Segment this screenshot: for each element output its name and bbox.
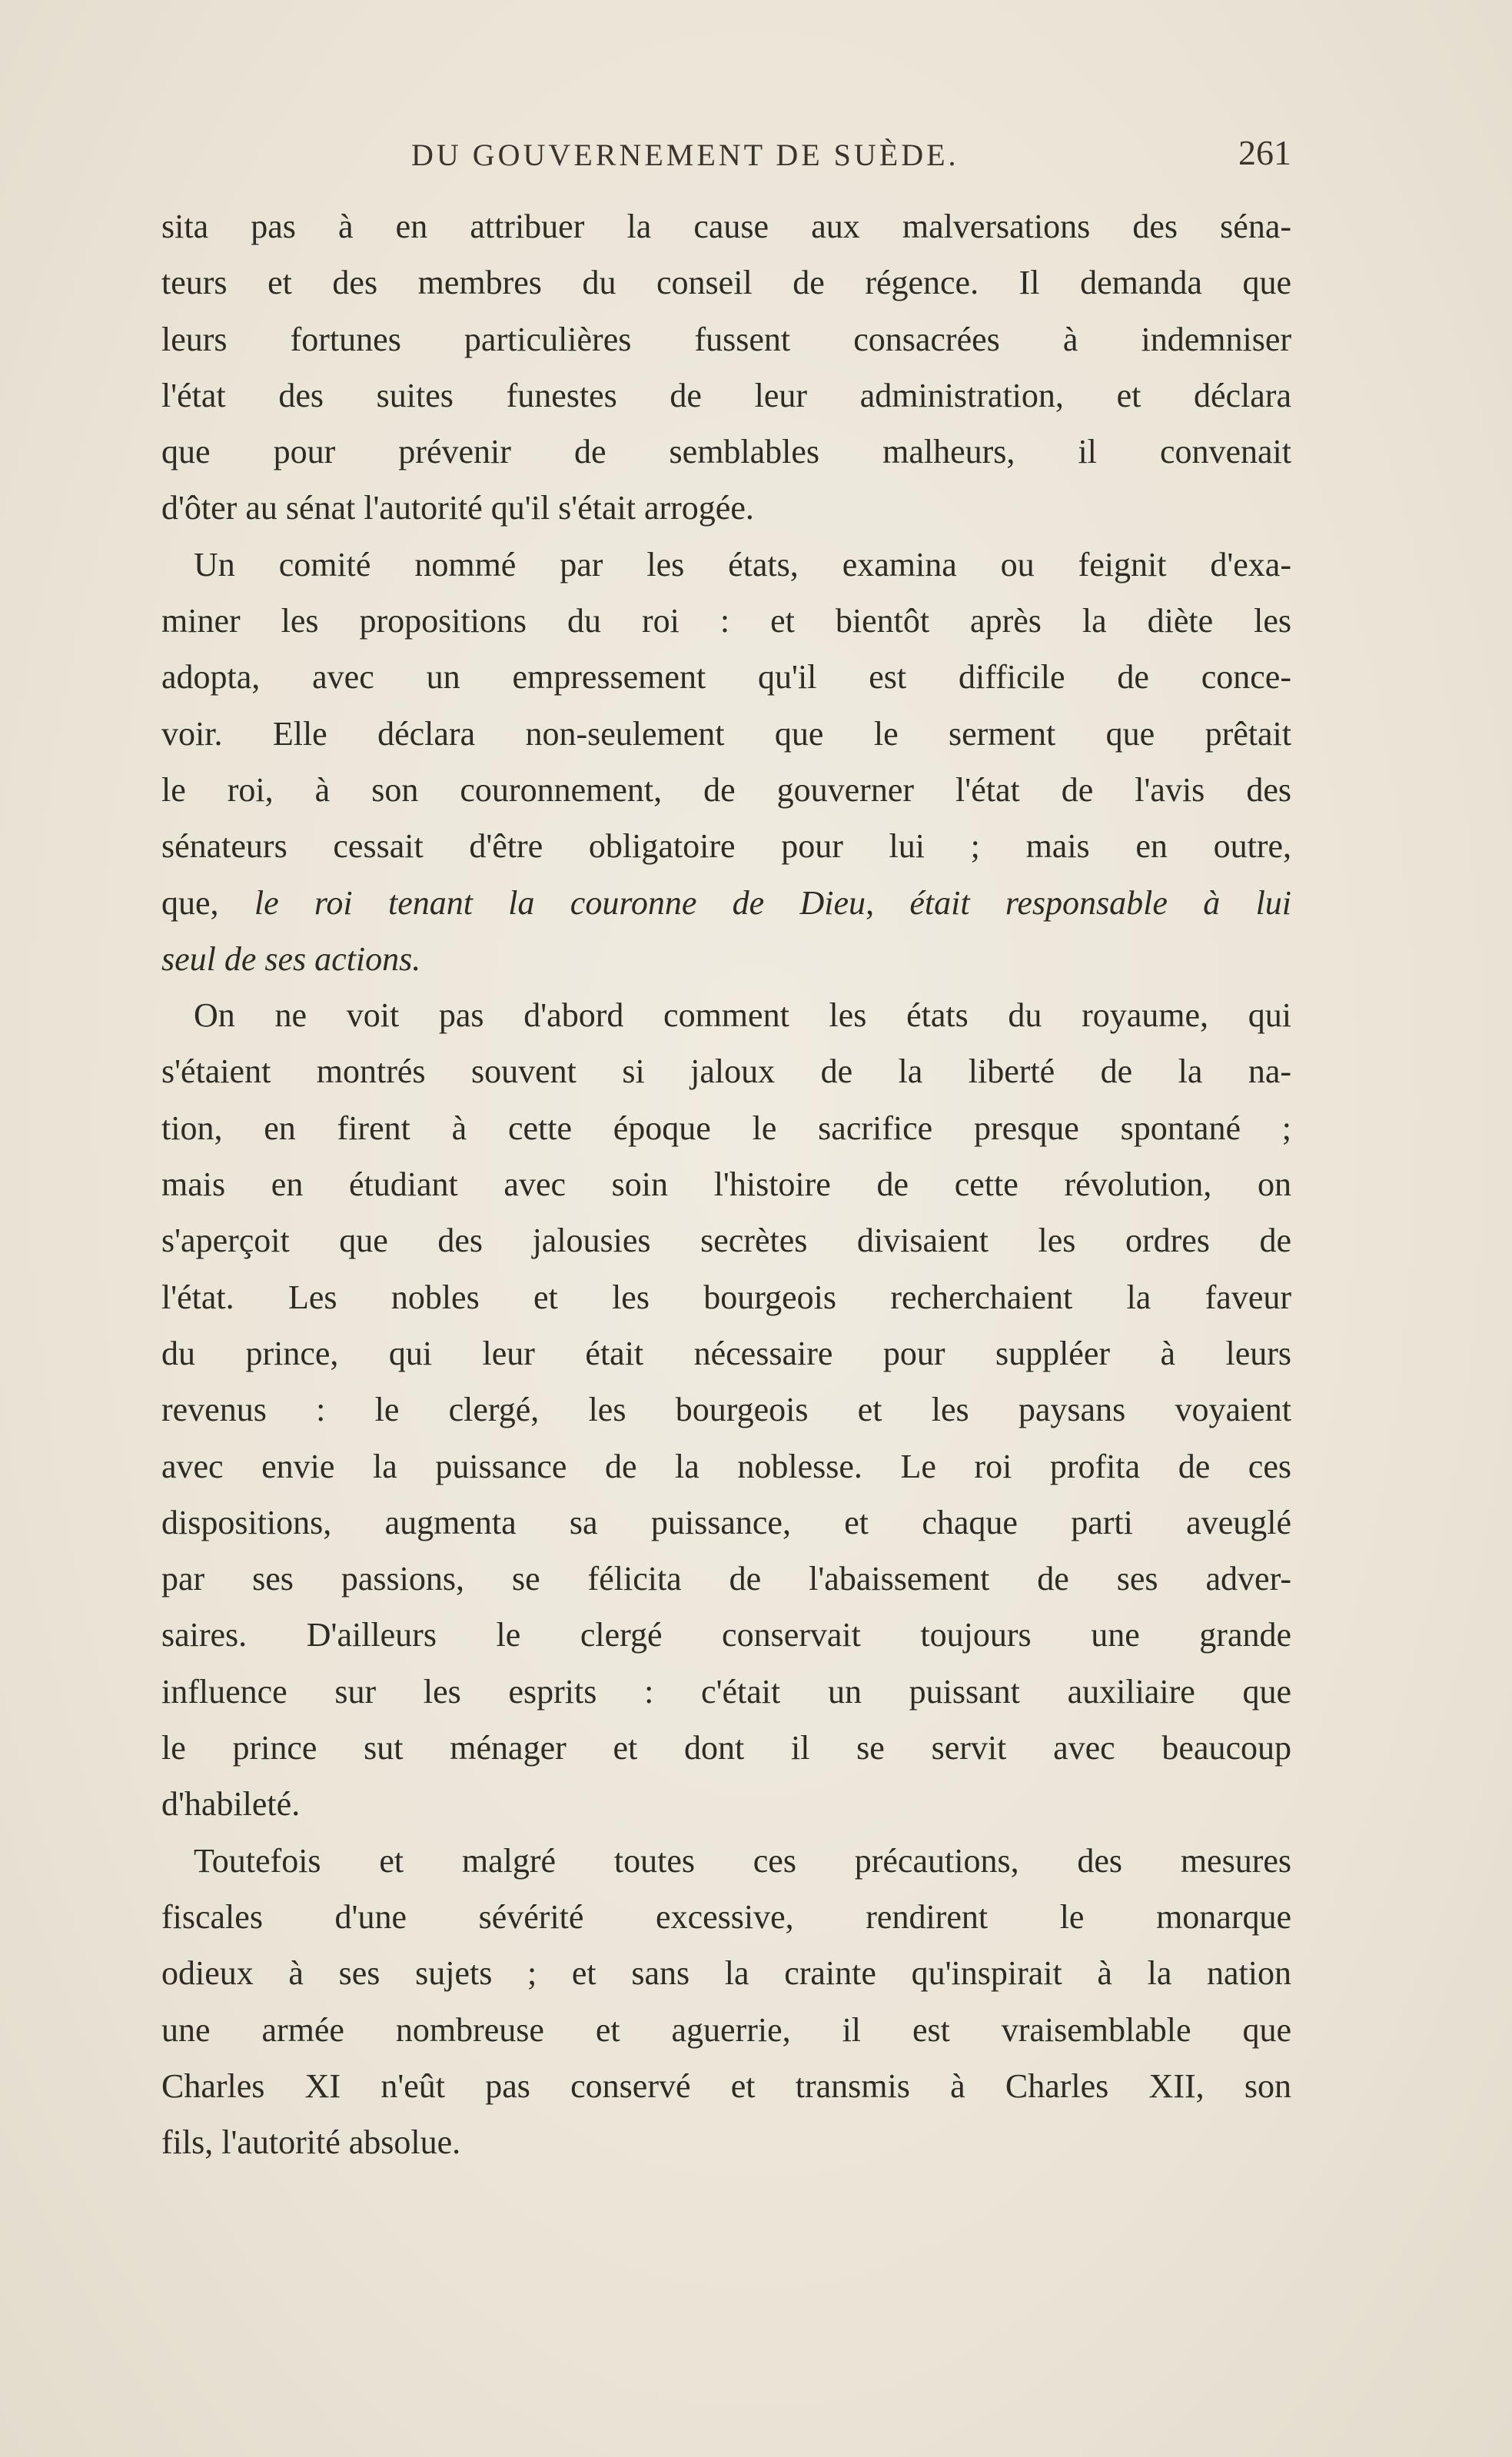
text-line bbox=[161, 480, 1291, 536]
text-line bbox=[161, 818, 1291, 874]
line-text: adopta, avec un empressement qu'il est difficile de conce- bbox=[161, 658, 1291, 697]
body-text bbox=[161, 198, 1291, 2170]
text-line bbox=[161, 2114, 1291, 2170]
text-line bbox=[161, 1269, 1291, 1325]
text-line bbox=[161, 1945, 1291, 2001]
line-text: que, bbox=[161, 883, 254, 922]
text-line bbox=[161, 649, 1291, 705]
text-line bbox=[161, 1100, 1291, 1156]
text-line bbox=[161, 1551, 1291, 1607]
line-text: , bbox=[866, 883, 910, 922]
line-text: dispositions, augmenta sa puissance, et chaque parti aveuglé bbox=[161, 1503, 1291, 1541]
text-line bbox=[161, 1438, 1291, 1494]
text-line bbox=[161, 1156, 1291, 1212]
text-line bbox=[161, 987, 1291, 1043]
text-line bbox=[161, 1494, 1291, 1551]
text-line bbox=[161, 198, 1291, 254]
line-text: l'état des suites funestes de leur administration, et déclara bbox=[161, 376, 1291, 414]
text-line bbox=[161, 537, 1291, 593]
line-text: saires. D'ailleurs le clergé conservait toujours une grande bbox=[161, 1616, 1291, 1654]
text-line bbox=[161, 931, 1291, 987]
line-text: mais en étudiant avec soin l'histoire de cette révolution, on bbox=[161, 1165, 1291, 1204]
text-line bbox=[161, 1776, 1291, 1832]
text-line bbox=[161, 1607, 1291, 1663]
italic-text: le roi tenant la couronne de Dieu bbox=[254, 883, 866, 922]
line-text: s'aperçoit que des jalousies secrètes divisaient les ordres de bbox=[161, 1222, 1291, 1260]
line-text: influence sur les esprits : c'était un puissant auxiliaire que bbox=[161, 1672, 1291, 1711]
text-line bbox=[161, 1720, 1291, 1776]
text-line bbox=[161, 762, 1291, 818]
line-text: On ne voit pas d'abord comment les états du royaume, qui bbox=[194, 996, 1291, 1035]
text-line bbox=[161, 1212, 1291, 1268]
line-text: miner les propositions du roi : et bientôt après la diète les bbox=[161, 602, 1291, 640]
line-text: fils, l'autorité absolue. bbox=[161, 2123, 461, 2162]
line-text: sénateurs cessait d'être obligatoire pour lui ; mais en outre, bbox=[161, 827, 1291, 866]
line-text: d'ôter au sénat l'autorité qu'il s'était arrogée. bbox=[161, 489, 754, 527]
line-text: le roi, à son couronnement, de gouverner l'état de l'avis des bbox=[161, 770, 1291, 809]
line-text: teurs et des membres du conseil de régence. Il demanda que bbox=[161, 264, 1291, 302]
text-line bbox=[161, 424, 1291, 480]
line-text: voir. Elle déclara non-seulement que le serment que prêtait bbox=[161, 714, 1291, 753]
line-text: que pour prévenir de semblables malheurs, il convenait bbox=[161, 433, 1291, 471]
text-line bbox=[161, 593, 1291, 649]
text-line bbox=[161, 254, 1291, 311]
text-line bbox=[161, 1833, 1291, 1889]
text-line bbox=[161, 1325, 1291, 1381]
line-text: tion, en firent à cette époque le sacrifice presque spontané ; bbox=[161, 1109, 1291, 1147]
text-line bbox=[161, 367, 1291, 424]
text-line bbox=[161, 311, 1291, 367]
line-text: d'habileté. bbox=[161, 1785, 301, 1824]
text-line bbox=[161, 1664, 1291, 1720]
text-line bbox=[161, 1889, 1291, 1945]
italic-text: seul de ses actions. bbox=[161, 939, 421, 978]
line-text: leurs fortunes particulières fussent consacrées à indemniser bbox=[161, 320, 1291, 358]
line-text: l'état. Les nobles et les bourgeois recherchaient la faveur bbox=[161, 1278, 1291, 1316]
italic-text: était responsable à lui bbox=[909, 883, 1292, 922]
text-line bbox=[161, 875, 1291, 931]
line-text: odieux à ses sujets ; et sans la crainte qu'inspirait à la nation bbox=[161, 1954, 1291, 1993]
text-line bbox=[161, 2058, 1291, 2114]
line-text: s'étaient montrés souvent si jaloux de la liberté de la na- bbox=[161, 1052, 1291, 1091]
line-text: Charles XI n'eût pas conservé et transmis à Charles XII, son bbox=[161, 2066, 1291, 2105]
text-line bbox=[161, 2002, 1291, 2058]
page-header bbox=[161, 133, 1291, 183]
running-title: DU GOUVERNEMENT DE SUÈDE. bbox=[411, 138, 959, 172]
line-text: par ses passions, se félicita de l'abaissement de ses adver- bbox=[161, 1560, 1291, 1598]
line-text: revenus : le clergé, les bourgeois et les paysans voyaient bbox=[161, 1391, 1291, 1429]
line-text: avec envie la puissance de la noblesse. Le roi profita de ces bbox=[161, 1447, 1291, 1485]
line-text: sita pas à en attribuer la cause aux malversations des séna- bbox=[161, 208, 1291, 245]
line-text: du prince, qui leur était nécessaire pour suppléer à leurs bbox=[161, 1334, 1291, 1372]
page-number: 261 bbox=[1238, 133, 1291, 172]
text-line bbox=[161, 1381, 1291, 1438]
line-text: le prince sut ménager et dont il se servit avec beaucoup bbox=[161, 1729, 1291, 1767]
text-line bbox=[161, 1043, 1291, 1099]
line-text: Un comité nommé par les états, examina ou feignit d'exa- bbox=[194, 545, 1291, 583]
line-text: fiscales d'une sévérité excessive, rendirent le monarque bbox=[161, 1897, 1291, 1936]
line-text: une armée nombreuse et aguerrie, il est vraisemblable que bbox=[161, 2010, 1291, 2049]
text-line bbox=[161, 706, 1291, 762]
line-text: Toutefois et malgré toutes ces précautions, des mesures bbox=[194, 1841, 1291, 1880]
